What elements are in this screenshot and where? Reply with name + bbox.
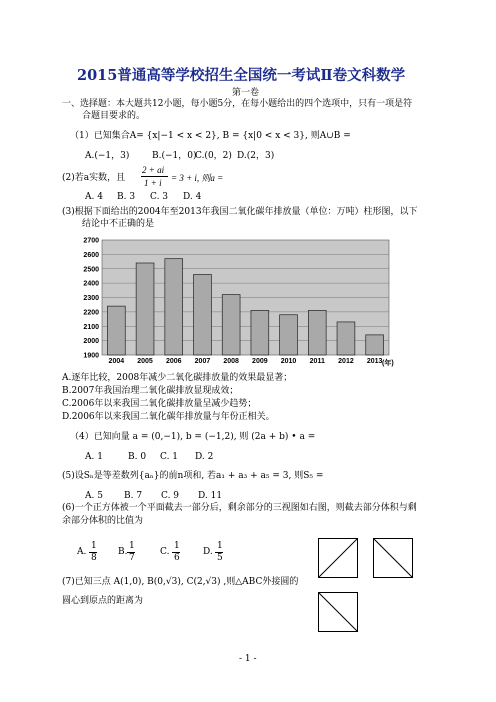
part-label: 第一卷 <box>232 88 260 98</box>
x-tick-label: 2009 <box>252 358 268 365</box>
x-tick-label: 2011 <box>309 358 325 365</box>
bar-2007 <box>194 275 212 356</box>
x-tick-label: 2008 <box>223 358 239 365</box>
q3-option-c: C.2006年以来我国二氧化碳排放量呈减少趋势； <box>62 399 257 409</box>
bar-2012 <box>337 322 355 355</box>
q2-stem-suffix: = 3 + i, 则a = <box>171 173 224 183</box>
q5-stem: (5)设Sₙ是等差数列{aₙ}的前n项和, 若a₁ + a₃ + a₅ = 3, 则S₅ = <box>62 471 324 481</box>
x-tick-label: 2005 <box>137 358 153 365</box>
bar-2006 <box>165 259 183 355</box>
three-view-front <box>318 538 358 578</box>
y-tick-label: 2600 <box>83 251 99 259</box>
q6-option-c-num: 1 <box>174 541 180 551</box>
q2-denominator: 1 + i <box>144 178 162 188</box>
y-tick-label: 2200 <box>83 309 99 317</box>
q6-option-c-letter: C. <box>160 547 170 557</box>
q6-option-b-letter: B. <box>118 547 128 557</box>
y-tick-label: 2100 <box>83 323 99 331</box>
q6-option-b-den: 7 <box>129 553 135 563</box>
q1-option-d: D.(2，3) <box>237 151 275 161</box>
q2-option-c: C. 3 <box>150 192 169 202</box>
y-tick-label: 2700 <box>83 237 99 245</box>
y-tick-label: 2300 <box>83 295 99 302</box>
q6-option-c-den: 6 <box>174 553 180 563</box>
y-tick-label: 1900 <box>83 352 99 360</box>
q1-stem: （1）已知集合A= {x|−1 < x < 2}, B = {x|0 < x < 3}, 则A∪B = <box>70 131 351 141</box>
q1-option-a: A.(−1，3) <box>85 151 130 161</box>
page-title: 2015普通高等学校招生全国统一考试Ⅱ卷文科数学 <box>77 67 406 84</box>
q1-option-c: C.(0，2) <box>195 151 232 161</box>
q2-numerator: 2 + ai <box>142 165 165 175</box>
x-tick-label: 2007 <box>194 358 211 365</box>
q4-stem: （4）已知向量 a = (0,−1), b = (−1,2), 则 (2a + b) • a = <box>70 432 316 442</box>
y-tick-label: 2000 <box>83 338 99 346</box>
bar-2011 <box>308 310 326 355</box>
q3-option-d: D.2006年以来我国二氧化碳年排放量与年份正相关。 <box>62 412 275 422</box>
q3-option-b: B.2007年我国治理二氧化碳排放显现成效； <box>62 386 239 396</box>
q6-option-d-num: 1 <box>217 541 223 551</box>
q3-stem-line2: 结论中不正确的是 <box>82 219 155 229</box>
bar-2004 <box>107 306 125 355</box>
q6-option-a-letter: A. <box>77 547 87 557</box>
x-tick-label: 2004 <box>108 358 125 365</box>
q5-option-a: A. 5 <box>85 491 103 501</box>
section-intro-line1: 一、选择题：本大题共12小题，每小题5分，在每小题给出的四个选项中，只有一项是符 <box>62 99 413 109</box>
section-intro-line2: 合题目要求的。 <box>82 111 146 121</box>
q3-option-a: A.逐年比较，2008年减少二氧化碳排放量的效果最显著； <box>62 373 293 383</box>
x-tick-label: 2012 <box>338 358 354 365</box>
three-view-side <box>373 538 413 578</box>
q6-option-b-num: 1 <box>129 541 135 551</box>
q2-fraction-bar <box>141 176 168 177</box>
q1-option-b: B.(−1，0) <box>152 151 197 161</box>
q4-option-b: B. 0 <box>128 452 147 462</box>
page-number: - 1 - <box>239 654 257 664</box>
y-tick-label: 2400 <box>83 280 99 288</box>
q6-stem-line1: (6)一个正方体被一个平面截去一部分后，剩余部分的三视图如右图，则截去部分体积与剩 <box>62 503 417 513</box>
q5-option-b: B. 7 <box>124 491 143 501</box>
q6-stem-line2: 余部分体积的比值为 <box>62 516 144 526</box>
q2-option-a: A. 4 <box>85 192 103 202</box>
three-view-top <box>318 592 358 632</box>
co2-bar-chart <box>78 236 408 369</box>
q5-option-c: C. 9 <box>161 491 180 501</box>
q4-option-c: C. 1 <box>160 452 179 462</box>
q2-option-b: B. 3 <box>117 192 136 202</box>
q6-option-a-den: 8 <box>91 553 97 563</box>
x-axis-unit: (年) <box>382 360 394 367</box>
q3-stem-line1: (3)根据下面给出的2004年至2013年我国二氧化碳年排放量（单位：万吨）柱形图，以下 <box>62 207 418 217</box>
x-tick-label: 2010 <box>280 358 297 365</box>
bar-2010 <box>280 315 298 355</box>
q6-option-d-letter: D. <box>203 547 213 557</box>
bar-2013 <box>366 335 384 355</box>
q7-stem-line1: (7)已知三点 A(1,0), B(0,√3), C(2,√3) ,则△ABC外接圆的 <box>62 577 299 587</box>
y-tick-label: 2500 <box>83 266 99 274</box>
x-tick-labels <box>109 358 383 365</box>
x-tick-label: 2013 <box>366 358 383 365</box>
bar-2005 <box>136 263 154 355</box>
y-tick-labels <box>83 238 99 360</box>
q2-option-d: D. 4 <box>183 192 202 202</box>
q4-option-d: D. 2 <box>195 452 214 462</box>
q6-option-d-den: 5 <box>217 553 223 563</box>
q2-stem-prefix: (2)若a实数，且 <box>62 173 126 183</box>
bar-2008 <box>222 295 240 355</box>
x-tick-label: 2006 <box>165 358 182 365</box>
q7-stem-line2: 圆心到原点的距离为 <box>62 596 144 606</box>
q5-option-d: D. 11 <box>198 491 223 501</box>
q4-option-a: A. 1 <box>85 452 103 462</box>
q6-option-a-num: 1 <box>91 541 97 551</box>
bar-2009 <box>251 310 269 355</box>
